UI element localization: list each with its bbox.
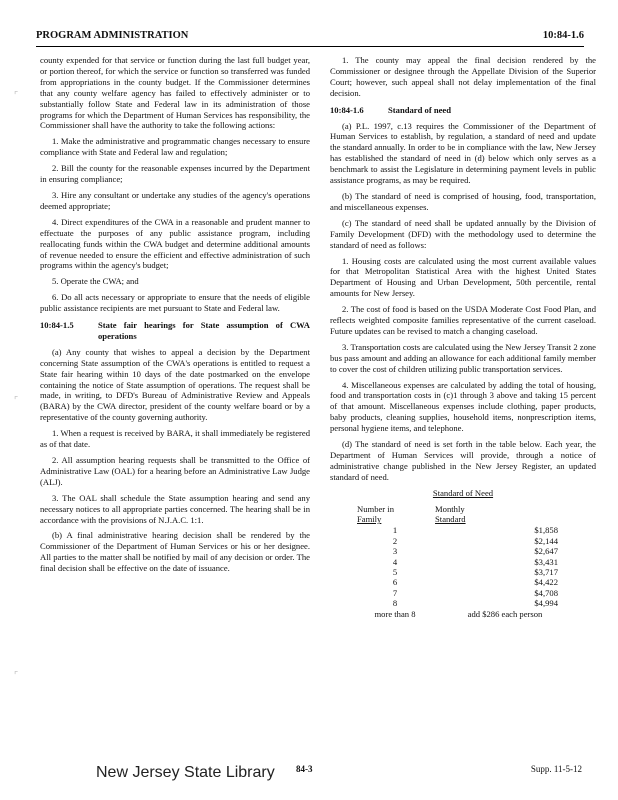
page-number: 84-3 — [296, 764, 313, 774]
table-row — [356, 609, 576, 619]
family-size-cell: 1 — [392, 525, 398, 536]
section-heading — [330, 105, 596, 116]
header-line: Monthly — [435, 503, 465, 514]
family-size-cell: 5 — [392, 567, 398, 578]
table-row — [356, 525, 576, 535]
monthly-standard-cell: $2,647 — [534, 546, 558, 557]
family-size-cell: 6 — [392, 577, 398, 588]
right-column — [330, 55, 596, 619]
header-title: PROGRAM ADMINISTRATION — [36, 30, 189, 41]
header-line: Standard — [435, 514, 466, 525]
header-line: Number in — [357, 503, 394, 514]
margin-mark: ⌜ — [14, 90, 19, 100]
paragraph-a: (a) Any county that wishes to appeal a decision by the Department concerning State assumption of the CWA's operations is entitled to request a State fair hearing within 10 days of the date postmarked on the envelope containing the notice of State assumption of operations. The request shall be made, in writing, to DFD's Bureau of Administrative Review and Appeals (BARA) by the CWA director, president of the county welfare board or by a representative of the county governing authority. — [40, 346, 310, 423]
column-header — [434, 503, 576, 526]
monthly-standard-cell: $2,144 — [534, 535, 558, 546]
table-caption: Standard of Need — [432, 487, 494, 498]
paragraph-b: (b) A final administrative hearing decision shall be rendered by the Commissioner of the Department of Human Services or his or her designee. All parties to the matter shall be notified by mail of any decision or order. The final decision shall be effective on the date of issuance. — [40, 530, 310, 574]
table-row — [356, 598, 576, 608]
paragraph-c: (c) The standard of need shall be updated annually by the Division of Family Development (DFD) with the methodology used to determine the standard of need as follows: — [330, 217, 596, 250]
paragraph-a: (a) P.L. 1997, c.13 requires the Commissioner of the Department of Human Services to establish, by regulation, a standard of need and update the standard annually. In order to be in compliance with the law, New Jersey has established the standard of need in (d) below which only serves as a benchmark to assist the Legislature in determining payment levels in public assistance programs, as may be required. — [330, 120, 596, 186]
standard-of-need-table — [356, 503, 576, 619]
table-row — [356, 557, 576, 567]
monthly-standard-cell: $3,717 — [534, 567, 558, 578]
section-number: 10:84-1.6 — [330, 104, 364, 115]
table-body — [356, 525, 576, 619]
family-size-cell: 4 — [392, 556, 398, 567]
section-heading — [40, 320, 310, 342]
list-item: 1. Make the administrative and programmatic changes necessary to ensure compliance with State and Federal law and regulation; — [40, 136, 310, 158]
library-watermark: New Jersey State Library — [96, 764, 275, 781]
table-row — [356, 536, 576, 546]
table-row — [356, 546, 576, 556]
monthly-standard-cell: $4,422 — [534, 577, 558, 588]
list-item: 5. Operate the CWA; and — [52, 276, 139, 287]
family-size-cell: 8 — [392, 598, 398, 609]
intro-paragraph: county expended for that service or function during the last full budget year, or portion thereof, for which the service or function so transferred was funded from appropriations in the county budget. If the Commissioner determines that any county welfare agency has failed to effectively administer or to substantially follow State and Federal law in its administration of those programs for which the Department of Human Services has responsibility, the Commissioner shall have the authority to take the following actions: — [40, 55, 310, 131]
paragraph-d: (d) The standard of need is set forth in the table below. Each year, the Department of Human Services will provide, through a notice of administrative change published in the New Jersey Register, an updated standard of need. — [330, 439, 596, 482]
list-item: 1. The county may appeal the final decision rendered by the Commissioner or designee through the Appellate Division of the Superior Court; however, such appeal shall not delay implementation of the final decision. — [330, 55, 596, 98]
header-section-number: 10:84-1.6 — [542, 30, 584, 41]
list-item: 4. Direct expenditures of the CWA in a reasonable and prudent manner to effectuate the purposes of any public assistance program, including reallocating funds within the CWA budget and determine additional amounts of revenue needed to ensure the efficient and effective administration of such programs within the agency's budget; — [40, 216, 310, 271]
margin-mark: ⌜ — [14, 670, 19, 680]
list-item: 6. Do all acts necessary or appropriate to ensure that the needs of eligible public assistance recipients are met pursuant to State and Federal law. — [40, 292, 310, 314]
table-row — [356, 588, 576, 598]
monthly-standard-cell: $4,708 — [534, 587, 558, 598]
list-item: 3. The OAL shall schedule the State assumption hearing and send any necessary notices to all appropriate parties concerned. The hearing shall be in accordance with the provisions of N.J.A.C. 1:1. — [40, 492, 310, 525]
header-line: Family — [357, 514, 382, 525]
list-item: 3. Transportation costs are calculated using the New Jersey Transit 2 zone bus pass amount and adding an allowance for each additional family member to cover the cost of children utilizing public transportation services. — [330, 341, 596, 374]
family-size-cell: 3 — [392, 546, 398, 557]
section-title: State fair hearings for State assumption of CWA operations — [98, 320, 310, 341]
supplement-date: Supp. 11-5-12 — [530, 764, 582, 774]
list-item: 3. Hire any consultant or undertake any studies of the agency's operations deemed appropriate; — [40, 189, 310, 211]
list-item: 1. Housing costs are calculated using the most current available values for that Metropolitan Statistical Area with the highest United States Department of Housing and Urban Development, 50th percentile, rental amounts for New Jersey. — [330, 255, 596, 299]
table-row — [356, 567, 576, 577]
column-header — [356, 503, 434, 526]
paragraph-b: (b) The standard of need is comprised of housing, food, transportation, and miscellaneous expenses. — [330, 190, 596, 212]
list-item: 4. Miscellaneous expenses are calculated by adding the total of housing, food and transportation costs in (c)1 through 3 above and taking 15 percent of that amount. Miscellaneous expenses include clothing, paper products, baby products, cleaning supplies, household items, nonprescription items, personal hygiene items, and telephone. — [330, 379, 596, 434]
left-column — [40, 55, 310, 579]
section-title: Standard of need — [388, 104, 452, 115]
table-row — [356, 577, 576, 587]
family-size-cell: 7 — [392, 587, 398, 598]
list-item: 1. When a request is received by BARA, it shall immediately be registered as of that date. — [40, 428, 310, 450]
section-number: 10:84-1.5 — [40, 320, 74, 331]
monthly-standard-cell: add $286 each person — [467, 608, 543, 619]
family-size-cell: more than 8 — [374, 608, 416, 619]
list-item: 2. Bill the county for the reasonable expenses incurred by the Department in ensuring compliance; — [40, 163, 310, 185]
family-size-cell: 2 — [392, 535, 398, 546]
monthly-standard-cell: $1,858 — [534, 525, 558, 536]
running-header — [36, 30, 584, 47]
margin-mark: ⌜ — [14, 395, 19, 405]
monthly-standard-cell: $4,994 — [534, 598, 558, 609]
list-item: 2. The cost of food is based on the USDA Moderate Cost Food Plan, and reflects weighted composite families representative of the current caseload. Future updates can be revised to match a changing caseload. — [330, 304, 596, 336]
list-item: 2. All assumption hearing requests shall be transmitted to the Office of Administrative Law (OAL) for a hearing before an Administrative Law Judge (ALJ). — [40, 455, 310, 487]
monthly-standard-cell: $3,431 — [534, 556, 558, 567]
